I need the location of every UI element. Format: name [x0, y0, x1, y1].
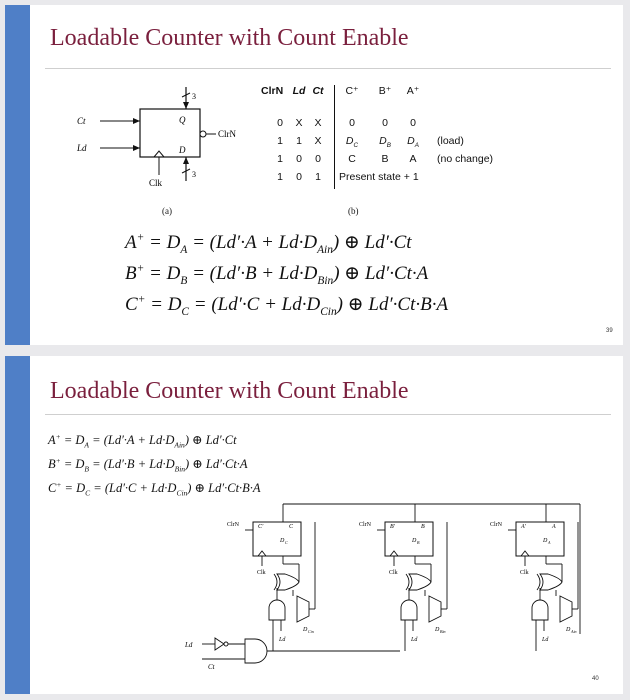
svg-text:Ain: Ain: [571, 629, 577, 634]
table-cell: 1: [315, 171, 321, 183]
svg-text:ClrN: ClrN: [490, 522, 502, 528]
svg-text:C′: C′: [258, 524, 264, 530]
ld-input-label: Ld: [185, 641, 193, 649]
svg-text:B: B: [421, 524, 425, 530]
table-cell: $D_C$: [345, 135, 359, 150]
table-note: (no change): [437, 153, 494, 165]
svg-text:B: B: [417, 540, 420, 545]
q-output-label: Q: [179, 115, 186, 125]
svg-text:Clk: Clk: [389, 570, 398, 576]
bus-width-bottom: 3: [192, 170, 196, 179]
svg-text:Ld: Ld: [411, 637, 418, 643]
table-cell: 1: [296, 135, 302, 147]
slide-1: [5, 5, 623, 345]
svg-text:D: D: [435, 627, 440, 633]
equation: $B^+ = D_B = (Ld'\cdot B + Ld\cdot D_{Bin})$ ⊕ Ld′·Ct·A: [48, 456, 248, 474]
table-cell: $D_A$: [407, 135, 419, 150]
svg-text:C: C: [289, 524, 294, 530]
table-cell: X: [295, 117, 303, 129]
flipflop-stage: [359, 522, 447, 651]
table-cell: 0: [410, 117, 416, 129]
slide-2: [5, 356, 623, 694]
equation: $B^+ = D_B = (Ld'\cdot B + Ld\cdot D_{Bin})$ ⊕ Ld′·Ct·A: [125, 262, 429, 287]
svg-text:B′: B′: [390, 524, 395, 530]
clk-label: Clk: [149, 178, 163, 188]
table-cell: 0: [315, 153, 321, 165]
bus-width-top: 3: [192, 92, 196, 101]
table-cell: Present state + 1: [339, 171, 419, 183]
equation: $A^+ = D_A = (Ld'\cdot A + Ld\cdot D_{Ain})$ ⊕ Ld′·Ct: [48, 432, 237, 450]
table-note: (load): [437, 135, 464, 147]
svg-text:D: D: [280, 538, 285, 544]
svg-text:Ld: Ld: [279, 637, 286, 643]
header-clrn: ClrN: [261, 85, 284, 97]
header-ld: Ld: [292, 85, 306, 97]
flipflop-stage: [227, 522, 315, 651]
header-a-plus: A⁺: [406, 85, 420, 97]
input-and-gate: [202, 638, 400, 663]
svg-text:D: D: [543, 538, 548, 544]
svg-text:C: C: [285, 540, 288, 545]
table-cell: B: [381, 153, 389, 165]
table-cell: 1: [277, 135, 283, 147]
table-cell: $D_B$: [379, 135, 391, 150]
header-b-plus: B⁺: [378, 85, 392, 97]
table-cell: 0: [296, 153, 302, 165]
table-cell: 0: [382, 117, 388, 129]
table-cell: 0: [296, 171, 302, 183]
flipflop-stage: [490, 522, 578, 651]
svg-text:ClrN: ClrN: [359, 522, 371, 528]
table-cell: X: [314, 117, 322, 129]
svg-text:A: A: [548, 540, 551, 545]
svg-text:D: D: [303, 627, 308, 633]
svg-text:Clk: Clk: [520, 570, 529, 576]
svg-text:Bin: Bin: [440, 629, 446, 634]
table-cell: 0: [277, 117, 283, 129]
header-c-plus: C⁺: [345, 85, 359, 97]
svg-text:A′: A′: [521, 524, 526, 530]
page-number: 40: [592, 676, 599, 682]
svg-text:Ld: Ld: [542, 637, 549, 643]
ct-input-label: Ct: [208, 663, 215, 671]
table-cell: 1: [277, 171, 283, 183]
svg-text:Clk: Clk: [257, 570, 266, 576]
ld-input-label: Ld: [77, 143, 87, 153]
table-cell: A: [409, 153, 417, 165]
ct-input-label: Ct: [77, 116, 86, 126]
svg-text:ClrN: ClrN: [227, 522, 239, 528]
svg-text:Cin: Cin: [308, 629, 314, 634]
equation: $A^+ = D_A = (Ld'\cdot A + Ld\cdot D_{Ain})$ ⊕ Ld′·Ct: [125, 231, 412, 256]
caption-b: (b): [348, 206, 359, 216]
table-cell: 0: [349, 117, 355, 129]
slide-title: Loadable Counter with Count Enable: [50, 378, 409, 404]
page-number: 39: [606, 328, 613, 334]
equation: $C^+ = D_C = (Ld'\cdot C + Ld\cdot D_{Cin})$ ⊕ Ld′·Ct·B·A: [48, 480, 261, 498]
svg-text:A: A: [552, 524, 556, 530]
title-divider: [45, 68, 611, 69]
counter-block-diagram: [75, 77, 255, 192]
table-divider: [334, 85, 335, 189]
slide-accent-bar: [5, 5, 30, 345]
d-input-label: D: [179, 145, 186, 155]
table-cell: 1: [277, 153, 283, 165]
counter-circuit: [5, 356, 623, 694]
equation: $C^+ = D_C = (Ld'\cdot C + Ld\cdot D_{Cin})$ ⊕ Ld′·Ct·B·A: [125, 293, 449, 318]
svg-text:D: D: [566, 627, 571, 633]
clrn-label: ClrN: [218, 129, 236, 139]
slide-title: Loadable Counter with Count Enable: [50, 25, 409, 51]
svg-text:D: D: [412, 538, 417, 544]
table-cell: C: [348, 153, 356, 165]
caption-a: (a): [162, 206, 172, 216]
table-cell: X: [314, 135, 322, 147]
header-ct: Ct: [312, 85, 324, 97]
